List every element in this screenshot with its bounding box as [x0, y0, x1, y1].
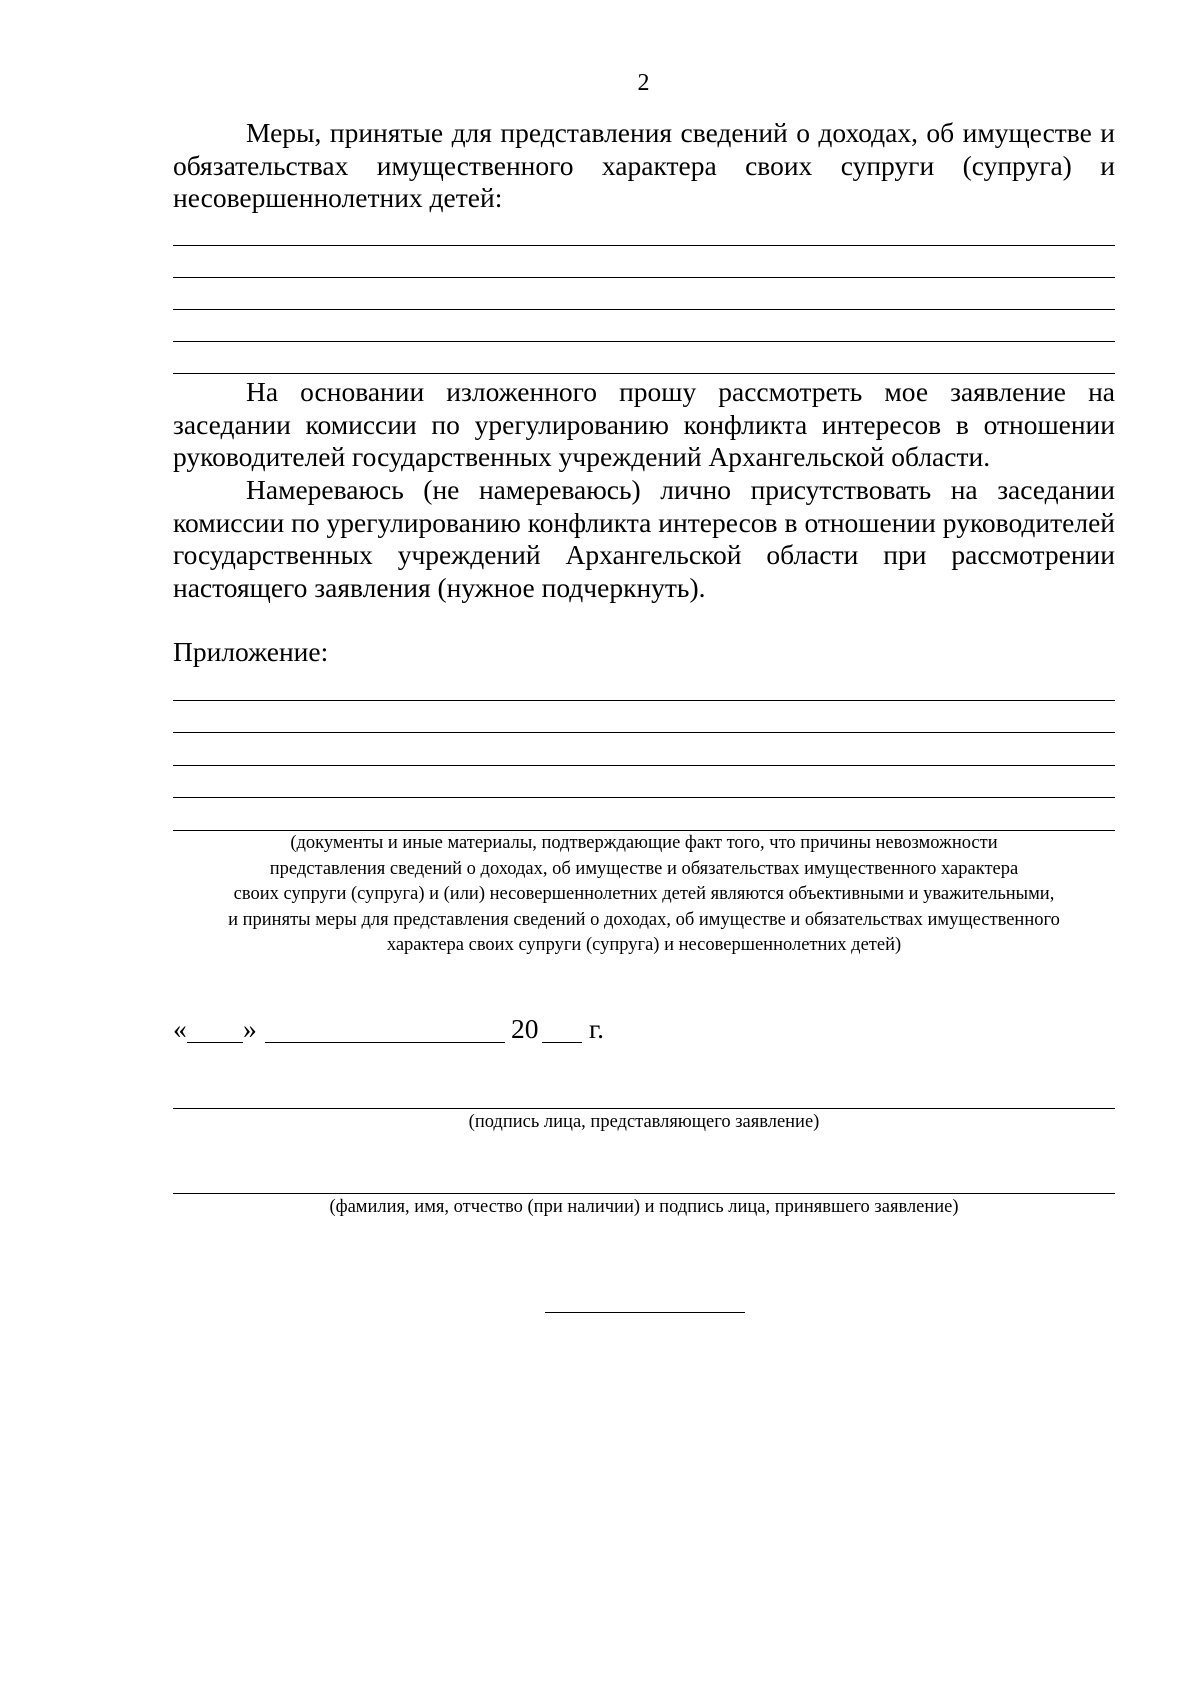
applicant-signature-caption [173, 1110, 1115, 1136]
measures-fill-line [173, 373, 1115, 374]
measures-paragraph: Меры, принятые для представления сведений о доходах, об имуществе и обязательствах имущественного характера своих супруги (супруга) и несовершеннолетних детей: [173, 117, 1115, 213]
end-of-document-rule [545, 1312, 745, 1313]
appendix-caption-line: представления сведений о доходах, об имуществе и обязательствах имущественного характера [269, 858, 1019, 879]
appendix-caption-line: характера своих супруги (супруга) и несовершеннолетних детей) [386, 935, 902, 955]
applicant-signature-line [173, 1108, 1115, 1109]
date-year-prefix: 20 [511, 1013, 539, 1044]
intention-paragraph: Намереваюсь (не намереваюсь) лично присутствовать на заседании комиссии по урегулированию конфликта интересов в отношении руководителей государственных учреждений Архангельской области при рассмотрении настоящего заявления (нужное подчеркнуть). [173, 474, 1115, 603]
appendix-fill-line [173, 797, 1115, 798]
measures-fill-line [173, 341, 1115, 342]
request-paragraph: На основании изложенного прошу рассмотреть мое заявление на заседании комиссии по урегулированию конфликта интересов в отношении руководителей государственных учреждений Архангельской области. [173, 376, 1115, 472]
appendix-caption-line: своих супруги (супруга) и (или) несовершеннолетних детей являются объективными и уважительными, [233, 884, 1055, 904]
date-year-blank [542, 1042, 582, 1043]
appendix-caption-line: и приняты меры для представления сведений о доходах, об имуществе и обязательствах имущественного [228, 909, 1060, 930]
appendix-label: Приложение: [173, 636, 329, 667]
measures-fill-line [173, 245, 1115, 246]
appendix-caption [173, 831, 1115, 959]
receiver-signature-caption-text: (фамилия, имя, отчество (при наличии) и подпись лица, принявшего заявление) [329, 1197, 959, 1217]
date-open-quote: « [173, 1013, 187, 1044]
page-number: 2 [637, 70, 650, 96]
receiver-signature-line [173, 1193, 1115, 1194]
appendix-caption-line: (документы и иные материалы, подтверждающие факт того, что причины невозможности [290, 833, 998, 853]
receiver-signature-caption [173, 1195, 1115, 1221]
appendix-fill-line [173, 700, 1115, 701]
date-year-suffix: г. [589, 1013, 605, 1044]
measures-fill-line [173, 277, 1115, 278]
appendix-fill-line [173, 732, 1115, 733]
date-day-blank [187, 1042, 243, 1043]
appendix-fill-line [173, 765, 1115, 766]
applicant-signature-caption-text: (подпись лица, представляющего заявление) [468, 1112, 820, 1132]
date-month-blank [265, 1042, 505, 1043]
date-close-quote: » [243, 1013, 257, 1044]
measures-fill-line [173, 309, 1115, 310]
